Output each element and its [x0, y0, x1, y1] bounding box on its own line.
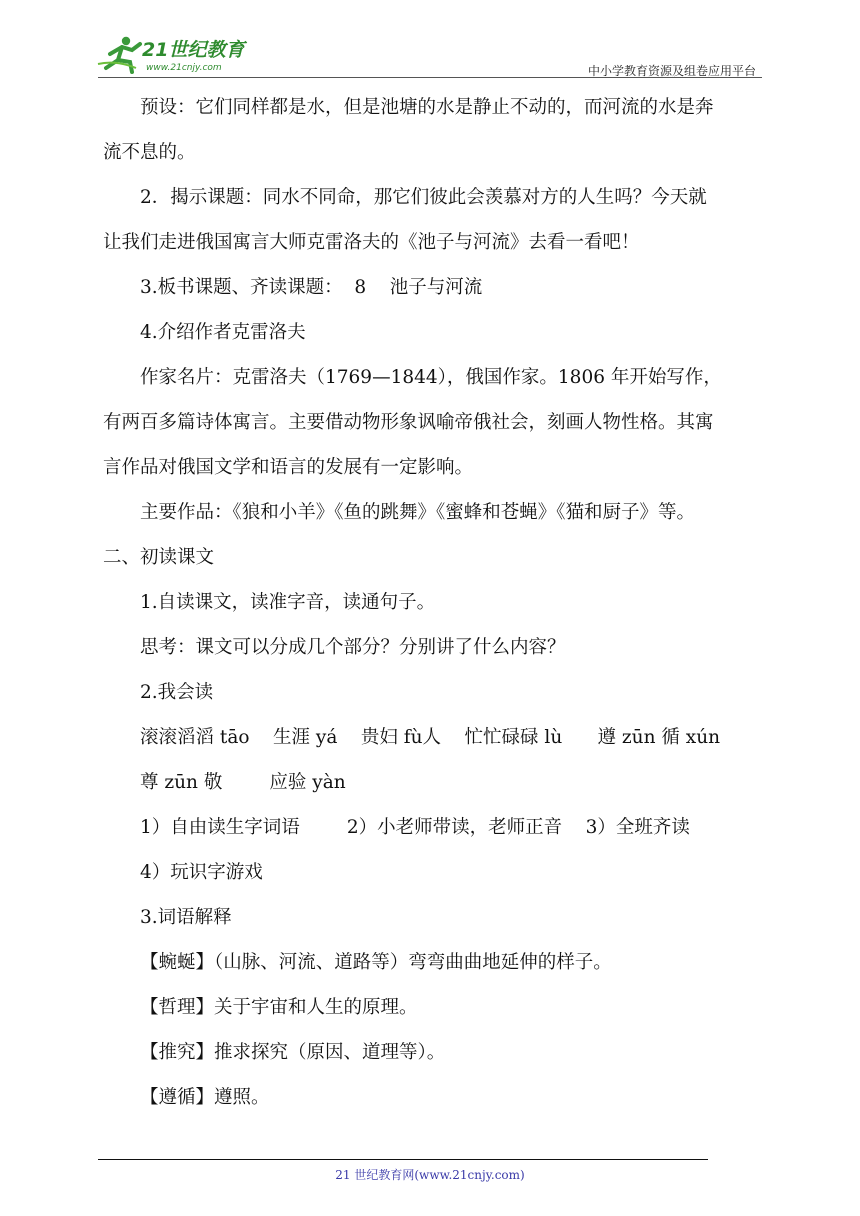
paragraph-line: 1.自读课文，读准字音，读通句子。 [140, 592, 436, 613]
document-body [103, 96, 765, 1131]
section-heading: 二、初读课文 [103, 547, 215, 568]
paragraph-line: 4.介绍作者克雷洛夫 [140, 322, 306, 343]
footer-text: 21 世纪教育网(www.21cnjy.com) [335, 1168, 525, 1182]
paragraph-line: 言作品对俄国文学和语言的发展有一定影响。 [103, 457, 474, 478]
runner-icon [98, 37, 140, 72]
logo [96, 34, 266, 74]
paragraph-line: 思考：课文可以分成几个部分？分别讲了什么内容？ [140, 637, 566, 658]
paragraph-line: 2.我会读 [140, 682, 214, 703]
logo-url: www.21cnjy.com [146, 63, 222, 73]
definition-line: 【遵循】遵照。 [140, 1087, 270, 1108]
definition-line: 【蜿蜒】（山脉、河流、道路等）弯弯曲曲地延伸的样子。 [140, 952, 612, 973]
paragraph-line: 3.板书课题、齐读课题： 8 池子与河流 [140, 277, 483, 298]
paragraph-line: 有两百多篇诗体寓言。主要借动物形象讽喻帝俄社会，刻画人物性格。其寓 [103, 412, 714, 433]
paragraph-line: 预设：它们同样都是水，但是池塘的水是静止不动的，而河流的水是奔 [140, 97, 714, 118]
definition-line: 【哲理】关于宇宙和人生的原理。 [140, 997, 418, 1018]
paragraph-line: 作家名片：克雷洛夫（1769—1844），俄国作家。1806 年开始写作， [140, 367, 722, 388]
paragraph-line: 让我们走进俄国寓言大师克雷洛夫的《池子与河流》去看一看吧！ [103, 232, 640, 253]
paragraph-line: 4）玩识字游戏 [140, 862, 263, 883]
pinyin-line: 滚滚滔滔 tāo 生涯 yá 贵妇 fù人 忙忙碌碌 lù 遵 zūn 循 xún [140, 727, 721, 748]
logo-text: 21世纪教育 [142, 39, 245, 61]
pinyin-line: 尊 zūn 敬 应验 yàn [140, 772, 346, 793]
header-platform-text: 中小学教育资源及组卷应用平台 [587, 64, 756, 78]
footer-divider [98, 1159, 708, 1160]
paragraph-line: 流不息的。 [103, 142, 196, 163]
paragraph-line: 主要作品：《狼和小羊》《鱼的跳舞》《蜜蜂和苍蝇》《猫和厨子》等。 [140, 502, 696, 523]
header-divider [98, 77, 762, 78]
paragraph-line: 2．揭示课题：同水不同命，那它们彼此会羡慕对方的人生吗？今天就 [140, 187, 707, 208]
page-header [96, 28, 762, 78]
paragraph-line: 3.词语解释 [140, 907, 232, 928]
paragraph-line: 1）自由读生字词语 2）小老师带读，老师正音 3）全班齐读 [140, 817, 690, 838]
definition-line: 【推究】推求探究（原因、道理等）。 [140, 1042, 446, 1063]
